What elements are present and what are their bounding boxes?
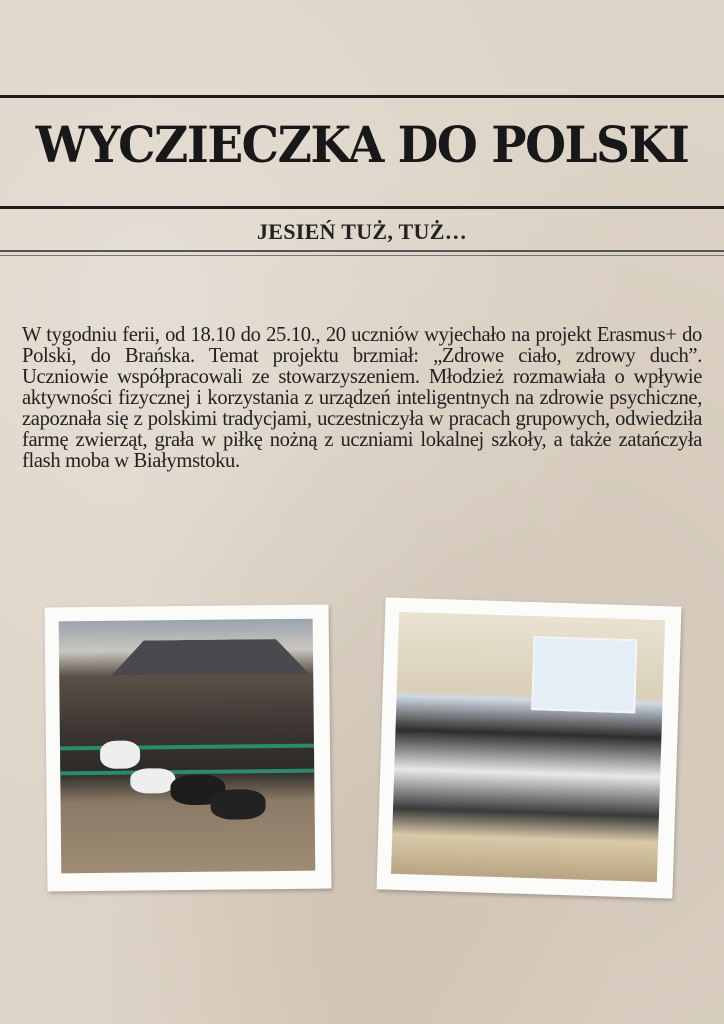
- subtitle: JESIEŃ TUŻ, TUŻ…: [256, 219, 467, 244]
- top-rule: [0, 95, 724, 98]
- article-paragraph: W tygodniu ferii, od 18.10 do 25.10., 20 uczniów wyjechało na projekt Erasmus+ do Polski, do Brańska. Temat projektu brzmiał: „Zdrowe ciało, zdrowy duch”. Uczniowie współpracowali ze stowarzyszeniem. Młodzież rozmawiała o wpływie aktywności fizycznej i korzystania z urządzeń inteligentnych na zdrowie psychiczne, zapoznała się z polskimi tradycjami, uczestniczyła w pracach grupowych, odwiedziła farmę zwierząt, grała w piłkę nożną z uczniami lokalnej szkoły, a także zatańczyła flash moba w Białymstoku.: [22, 324, 702, 472]
- subtitle-rule-1: [0, 250, 724, 252]
- goat: [130, 768, 175, 793]
- goat: [210, 789, 265, 820]
- fence: [60, 744, 314, 751]
- farm-photo: [59, 619, 316, 874]
- window: [531, 636, 637, 713]
- group-photo: [391, 612, 665, 882]
- title-bottom-rule: [0, 206, 724, 209]
- page-title: WYCZIECZKA DO POLSKI: [35, 116, 689, 175]
- goat: [100, 741, 140, 769]
- barn-roof: [89, 639, 309, 676]
- photo-frame-farm: [45, 605, 332, 892]
- subtitle-rule-2: [0, 255, 724, 256]
- photo-frame-group: [376, 597, 681, 898]
